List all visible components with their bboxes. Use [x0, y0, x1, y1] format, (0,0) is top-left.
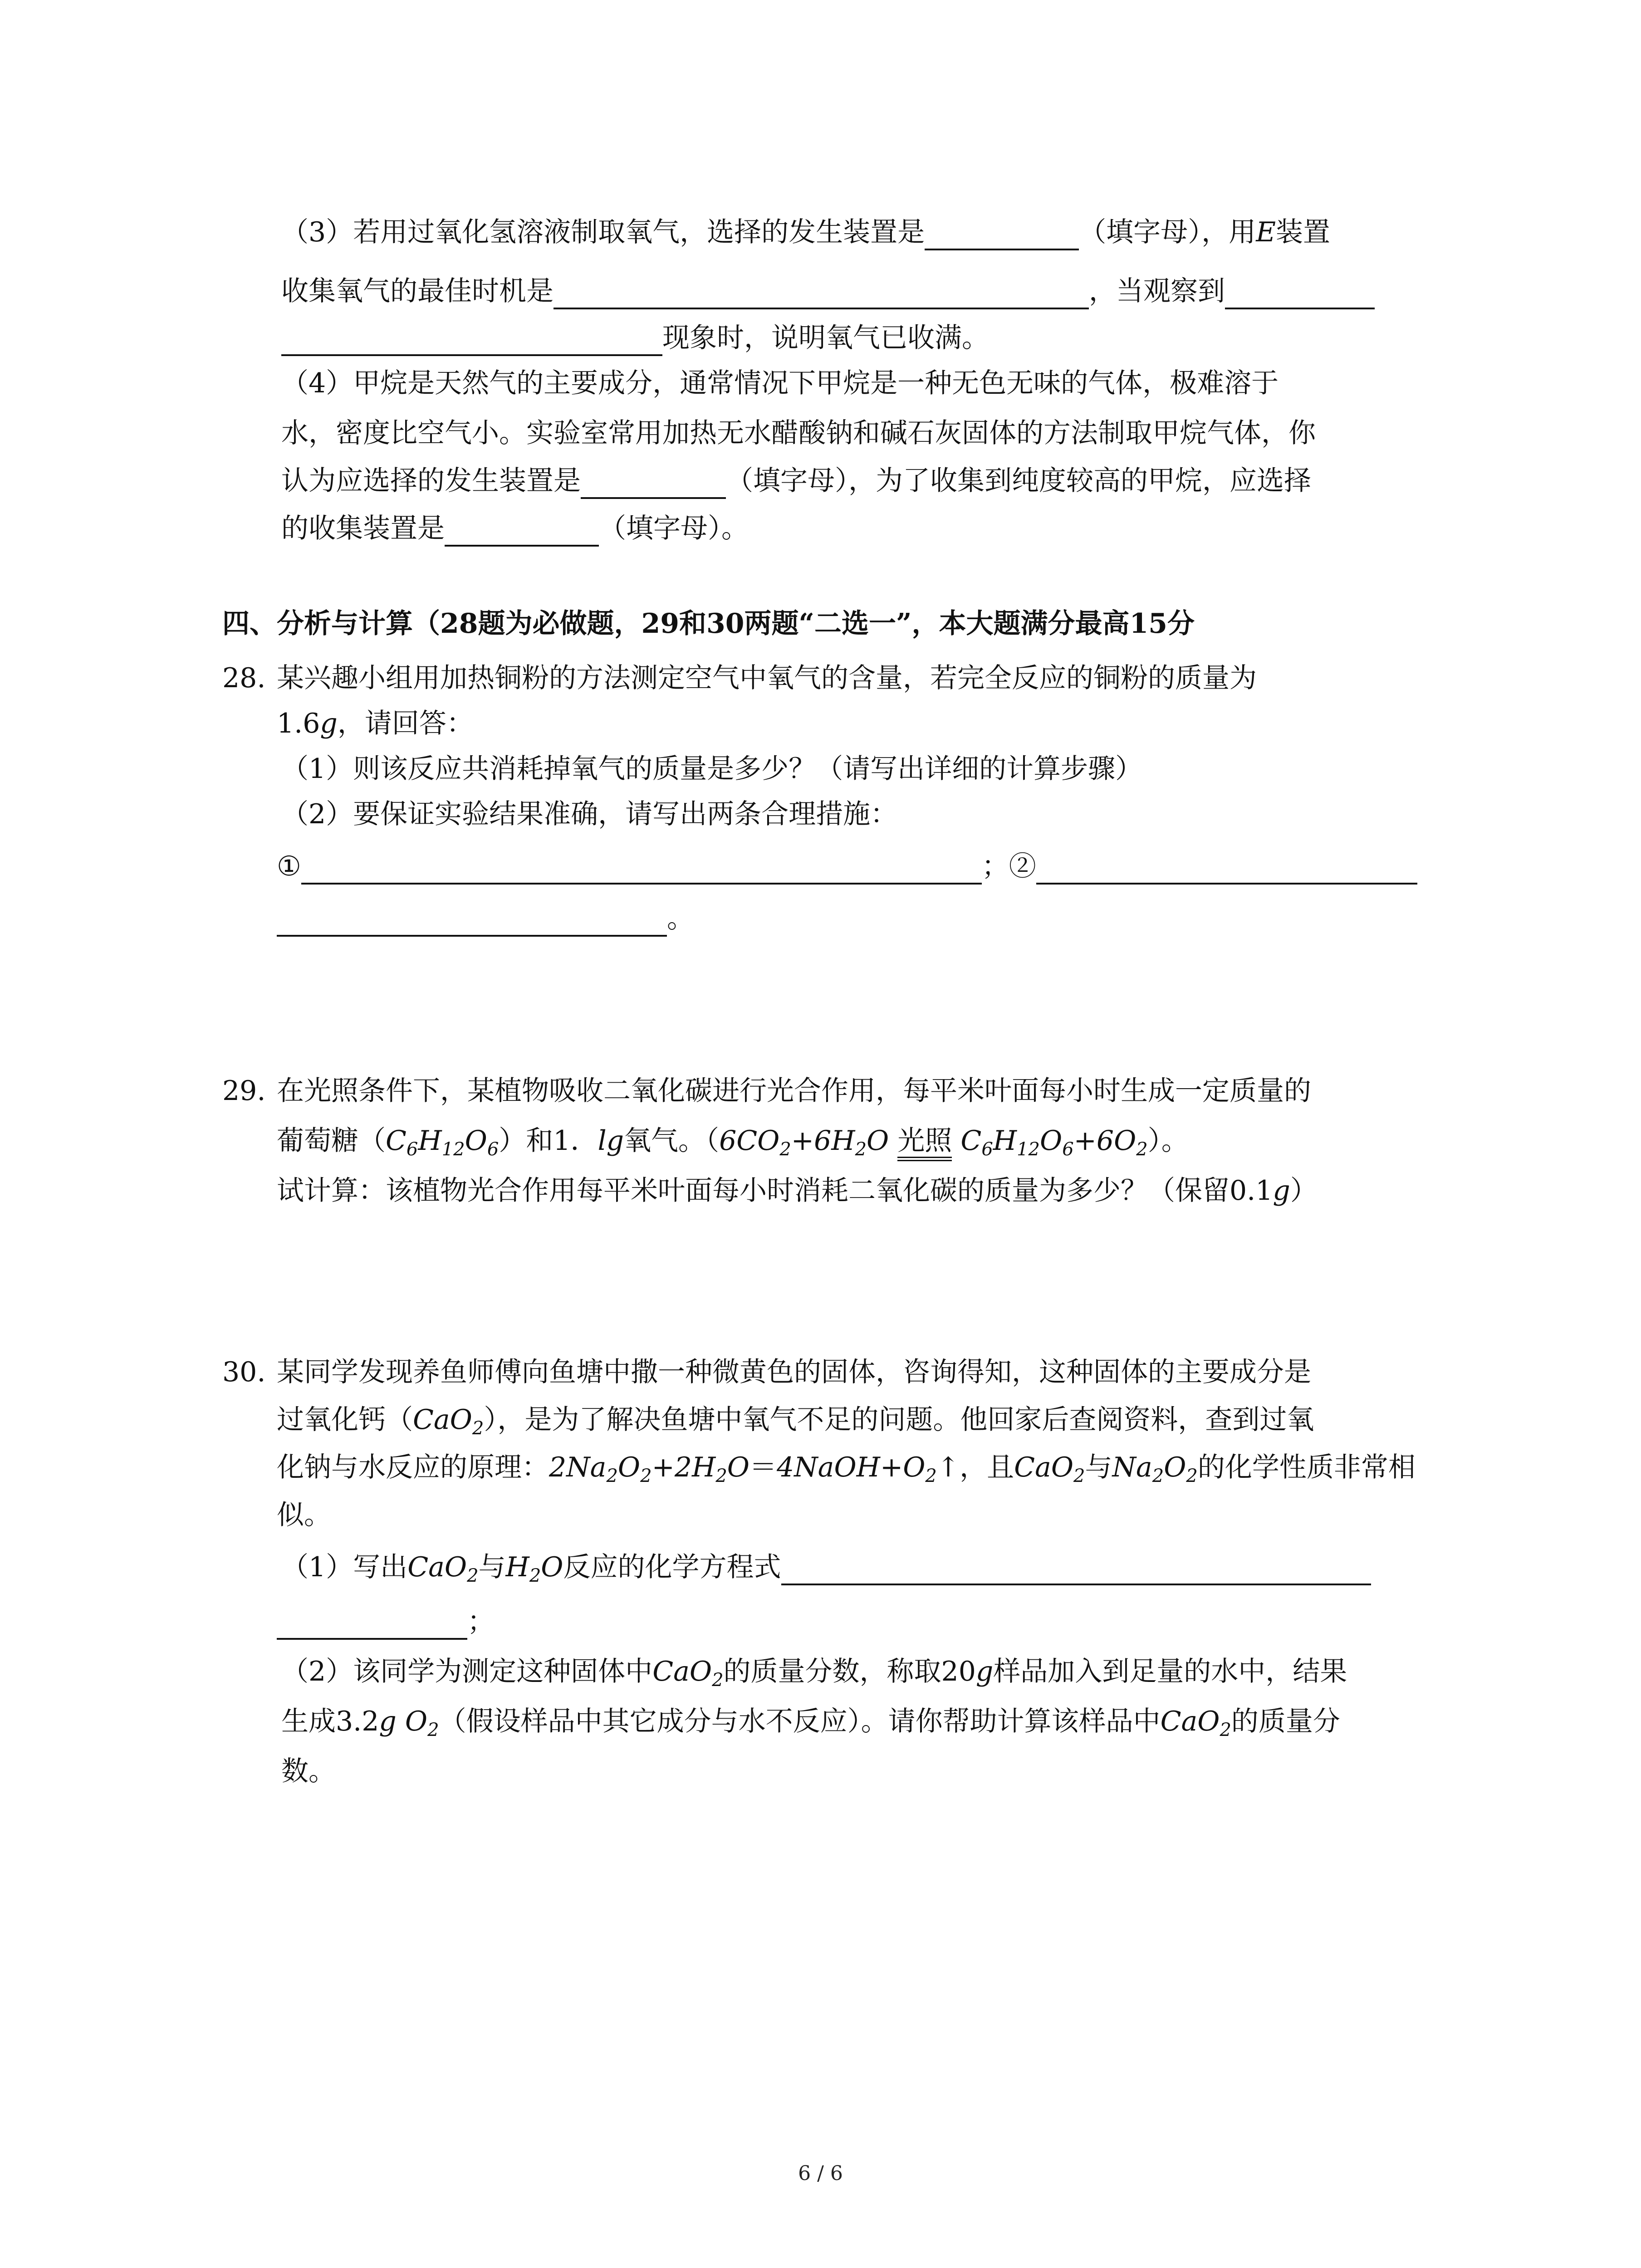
answer-blank — [301, 854, 982, 885]
q30-text: （假设样品中其它成分与水不反应）。请你帮助计算该样品中 — [439, 1706, 1161, 1737]
q30-line-3: 化钠与水反应的原理：$2Na_2O_2+2H_2O=4NaOH+O_2↑$，且CaO$_2$与$Na_2O_2$的化学性质非常相 — [277, 1452, 1416, 1486]
q30-text: 数。 — [281, 1755, 336, 1787]
question-number: 28. — [222, 662, 266, 694]
na2o2-equation: $2Na_2O_2+2H_2O$ — [549, 1452, 749, 1486]
q30-text: ，且 — [960, 1452, 1014, 1483]
answer-blank — [1225, 279, 1375, 309]
answer-blank — [925, 220, 1079, 250]
q30-text: ； — [467, 1606, 495, 1637]
q29-text: 葡萄糖（ — [277, 1125, 386, 1157]
q30-text: ），是为了解决鱼塘中氧气不足的问题。他回家后查阅资料，查到过氧 — [484, 1404, 1314, 1436]
q28-part-1 — [281, 751, 1142, 787]
unit: g — [379, 1706, 397, 1737]
q28-answer-line-1 — [277, 848, 1417, 885]
q28-text: 。 — [667, 903, 694, 934]
q28-text: （2）要保证实验结果准确，请写出两条合理措施： — [281, 798, 898, 830]
q29-text: 氧气。（ — [624, 1125, 720, 1157]
q4-text: （填字母）。 — [599, 513, 749, 544]
page-number: 6 / 6 — [798, 2162, 843, 2185]
answer-blank — [781, 1554, 1371, 1585]
q30-part-2-line-3 — [281, 1753, 336, 1789]
cao2-formula: CaO$_2$ — [652, 1656, 724, 1691]
section-heading — [222, 606, 1195, 642]
q30-part-2 — [281, 1653, 1347, 1690]
q4-text: （填字母），为了收集到纯度较高的甲烷，应选择 — [726, 465, 1311, 497]
q3-text: （3）若用过氧化氢溶液制取氧气，选择的发生装置是 — [281, 216, 925, 248]
photosynthesis-equation-right: $C_6H_{12}O_6+6O_2$ — [960, 1125, 1148, 1160]
q30-text: 的化学性质非常相 — [1197, 1452, 1416, 1483]
q29-value: lg — [598, 1125, 624, 1157]
unit: g — [975, 1656, 994, 1687]
answer-marker: ② — [1009, 850, 1036, 882]
question-number: 30. — [222, 1356, 266, 1388]
q29-text: 在光照条件下，某植物吸收二氧化碳进行光合作用，每平米叶面每小时生成一定质量的 — [277, 1075, 1311, 1107]
q30-text: 化钠与水反应的原理： — [277, 1452, 549, 1483]
h2o-formula: $H_2O$ — [505, 1551, 563, 1586]
q28-text: 某兴趣小组用加热铜粉的方法测定空气中氧气的含量，若完全反应的铜粉的质量为 — [277, 662, 1257, 694]
q4-line-1 — [281, 365, 1279, 401]
answer-blank — [277, 906, 667, 937]
q30-text: 反应的化学方程式 — [563, 1551, 781, 1583]
answer-blank — [277, 1609, 467, 1640]
q30-part-2-line-2 — [281, 1703, 1340, 1740]
q28-text: ； — [981, 850, 1009, 882]
q30-text: 样品加入到足量的水中，结果 — [993, 1656, 1347, 1687]
cao2-formula: CaO$_2$ — [407, 1551, 479, 1586]
q3-text: 收集氧气的最佳时机是 — [281, 275, 554, 307]
q30-part-1-end — [277, 1603, 495, 1640]
unit: g — [1273, 1175, 1290, 1207]
q30-part-1 — [281, 1549, 1371, 1585]
q29-text: ）。 — [1147, 1125, 1189, 1157]
q29-text: ） — [1290, 1175, 1318, 1207]
q3-text: 现象时，说明氧气已收满。 — [662, 322, 989, 354]
q30-line-1 — [222, 1354, 1311, 1390]
q3-text: ，当观察到 — [1089, 275, 1225, 307]
answer-blank — [445, 516, 599, 547]
glucose-formula: $C_6H_{12}O_6$ — [386, 1125, 499, 1160]
q4-line-2 — [281, 415, 1316, 451]
q30-line-4 — [277, 1497, 331, 1533]
q28-part-2 — [281, 796, 897, 832]
reaction-condition: 光照 — [897, 1125, 952, 1161]
q28-text: （1）则该反应共消耗掉氧气的质量是多少？（请写出详细的计算步骤） — [281, 753, 1143, 785]
photosynthesis-equation-left: $6CO_2+6H_2O$ — [719, 1125, 889, 1160]
q30-text: （2）该同学为测定这种固体中 — [281, 1656, 653, 1687]
q30-text: 生成3.2 — [281, 1706, 379, 1737]
q3-line-3 — [281, 320, 989, 356]
q30-text: （1）写出 — [281, 1551, 408, 1583]
q30-text: 的质量分 — [1231, 1706, 1340, 1737]
answer-blank — [1036, 854, 1417, 885]
na2o2-equation-products: $4NaOH+O_2$ — [777, 1452, 937, 1486]
q30-text: 某同学发现养鱼师傅向鱼塘中撒一种微黄色的固体，咨询得知，这种固体的主要成分是 — [277, 1356, 1311, 1388]
q3-text: 装置 — [1276, 216, 1330, 248]
q30-line-2 — [277, 1402, 1314, 1438]
q30-text: 与 — [478, 1551, 506, 1583]
q30-text: 似。 — [277, 1499, 331, 1531]
device-letter: E — [1256, 216, 1276, 248]
q28-value: 1.6 — [277, 708, 320, 739]
q4-line-4 — [281, 510, 749, 547]
q28-text: ，请回答： — [337, 708, 474, 739]
answer-marker: ① — [277, 850, 301, 882]
q3-text: （填字母），用 — [1079, 216, 1256, 248]
q30-text: 与 — [1085, 1452, 1112, 1483]
cao2-formula: CaO$_2$ — [1014, 1452, 1085, 1486]
cao2-formula: CaO$_2$ — [1160, 1706, 1231, 1740]
q4-text: 的收集装置是 — [281, 513, 445, 544]
q4-text: 认为应选择的发生装置是 — [281, 465, 581, 497]
q3-line-1 — [281, 214, 1330, 250]
cao2-formula: CaO$_2$ — [413, 1404, 484, 1439]
q28-answer-line-2 — [277, 900, 694, 937]
section-heading-text: 四、分析与计算（28题为必做题，29和30两题“二选一”，本大题满分最高15分 — [222, 608, 1195, 640]
q4-text: （4）甲烷是天然气的主要成分，通常情况下甲烷是一种无色无味的气体，极难溶于 — [281, 367, 1279, 399]
o2-formula: $O_2$ — [405, 1706, 439, 1740]
q29-line-3 — [277, 1173, 1318, 1209]
q4-text: 水，密度比空气小。实验室常用加热无水醋酸钠和碱石灰固体的方法制取甲烷气体，你 — [281, 417, 1316, 449]
q29-line-2 — [277, 1123, 1189, 1161]
q28-line-2 — [277, 705, 474, 742]
answer-blank — [581, 468, 726, 499]
na2o2-formula: $Na_2O_2$ — [1112, 1452, 1198, 1486]
answer-blank — [281, 325, 662, 356]
q4-line-3 — [281, 463, 1311, 499]
q3-line-2 — [281, 273, 1375, 309]
question-number: 29. — [222, 1075, 266, 1107]
q29-line-1 — [222, 1073, 1311, 1109]
unit: g — [320, 708, 338, 739]
q29-text: ）和1． — [499, 1125, 598, 1157]
q28-line-1 — [222, 660, 1257, 696]
q29-text: 试计算：该植物光合作用每平米叶面每小时消耗二氧化碳的质量为多少？（保留0.1 — [277, 1175, 1273, 1207]
q30-text: 过氧化钙（ — [277, 1404, 413, 1436]
answer-blank — [554, 279, 1089, 309]
q30-text: 的质量分数，称取20 — [723, 1656, 976, 1687]
